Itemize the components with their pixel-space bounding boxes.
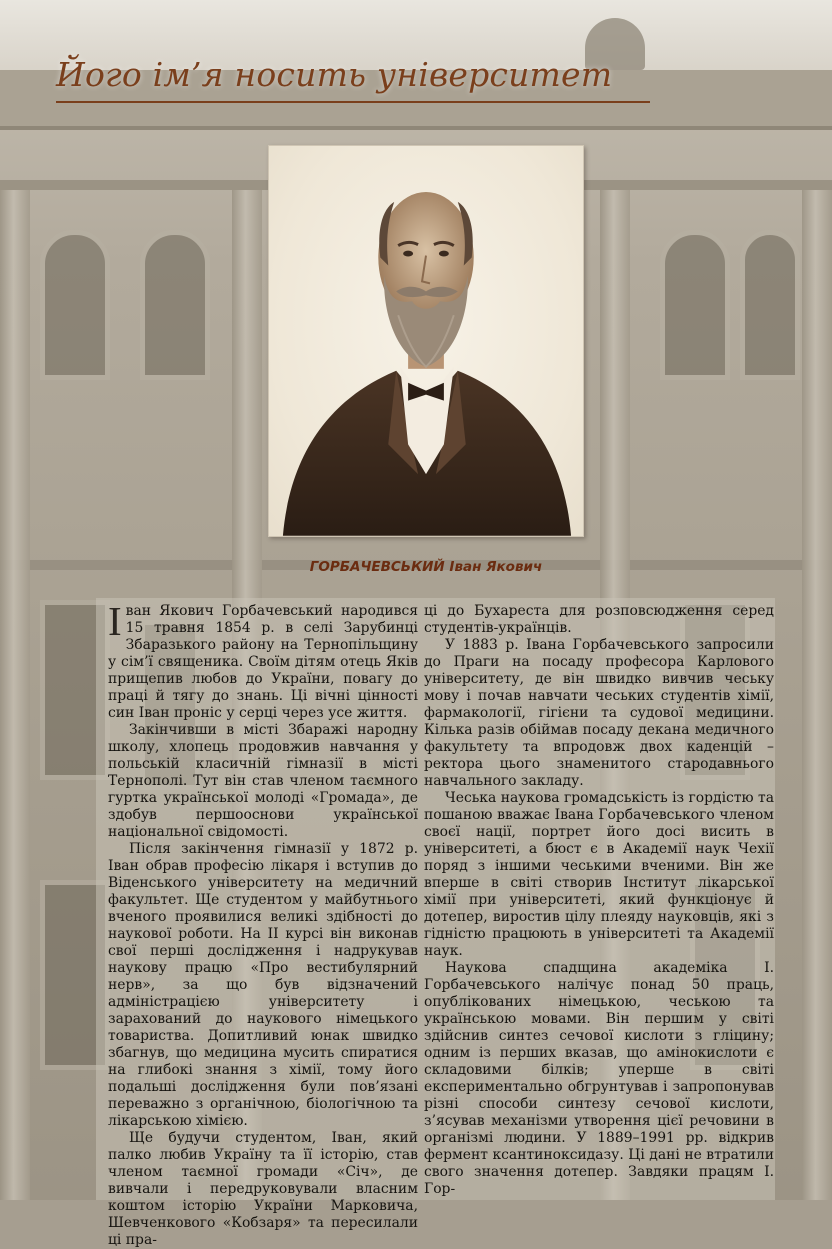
paragraph: Ще будучи студентом, Іван, який палко любив Україну та її історію, став членом таємної громади «Січ», де вивчали і передруковували власним коштом історію України Марковича, Шевченкового «Кобзаря» та пересилали ці пра-	[108, 1130, 418, 1248]
paragraph: Наукова спадщина академіка І. Горбачевського налічує понад 50 праць, опублікованих німецькою, чеською та українською мовами. Він першим у світі здійснив синтез сечової кислоти з гліцину; одним із перших вказав, що амінокислоти є складовими білків; уперше в світі експериментально обгрунтував і запропонував різні способи синтезу сечової кислоти, з’ясував механізми утворення цієї речовини в організмі людини. У 1889–1991 рр. відкрив фермент ксантиноксидазу. Ці дані не втратили свого значення дотепер. Завдяки працям І. Гор-	[424, 960, 774, 1197]
paragraph: Чеська наукова громадськість із гордістю та пошаною вважає Івана Горбачевського членом своєї нації, портрет його досі висить в університеті, а бюст є в Академії наук Чехії поряд з іншими чеськими вченими. Він же вперше в світі створив Інститут лікарської хімії при університеті, який функціонує й дотепер, виростив цілу плеяду науковців, які з гідністю працюють в університеті та Академії наук.	[424, 790, 774, 959]
article-column-right	[424, 603, 774, 1198]
drop-cap: І	[108, 598, 122, 644]
paragraph: ці до Бухареста для розповсюдження серед студентів-українців.	[424, 603, 774, 636]
paragraph: У 1883 р. Івана Горбачевського запросили до Праги на посаду професора Карлового університету, де він швидко вивчив чеську мову і почав навчати чеських студентів хімії, фармакології, гігієни та судової медицини. Кілька разів обіймав посаду декана медичного факультету та впродовж двох каденцій – ректора цього знаменитого стародавнього навчального закладу.	[424, 637, 774, 789]
paragraph: Після закінчення гімназії у 1872 р. Іван обрав професію лікаря і вступив до Віденського університету на медичний факультет. Ще студентом у майбутнього вченого проявилися великі здібності до наукової роботи. На ІІ курсі він виконав свої перші дослідження і надрукував наукову працю «Про вестибулярний нерв», за що був відзначений адміністрацією університету і зарахований до наукового німецького товариства. Допитливий юнак швидко збагнув, що медицина мусить спиратися на глибокі знання з хімії, тому його подальші дослідження були пов’язані переважно з органічною, біологічною та лікарською хімією.	[108, 841, 418, 1129]
portrait-photo	[268, 145, 584, 537]
paragraph: Закінчивши в місті Збаражі народну школу, хлопець продовжив навчання у польській класичній гімназії в місті Тернополі. Тут він став членом таємного гуртка української молоді «Громада», де здобув першооснови української національної свідомості.	[108, 722, 418, 840]
article-column-left	[108, 598, 418, 1249]
portrait-caption: ГОРБАЧЕВСЬКИЙ Іван Якович	[309, 559, 543, 575]
page-title: Його ім’я носить університет	[56, 55, 613, 94]
paragraph: Іван Якович Горбачевський народився 15 травня 1854 р. в селі Зарубинці Збаразького району на Тернопільщину у сім’ї священика. Своїм дітям отець Яків прищепив любов до України, повагу до праці й тягу до знань. Ці вічні цінності син Іван проніс у серці через усе життя.	[108, 598, 418, 721]
title-underline	[56, 101, 650, 103]
